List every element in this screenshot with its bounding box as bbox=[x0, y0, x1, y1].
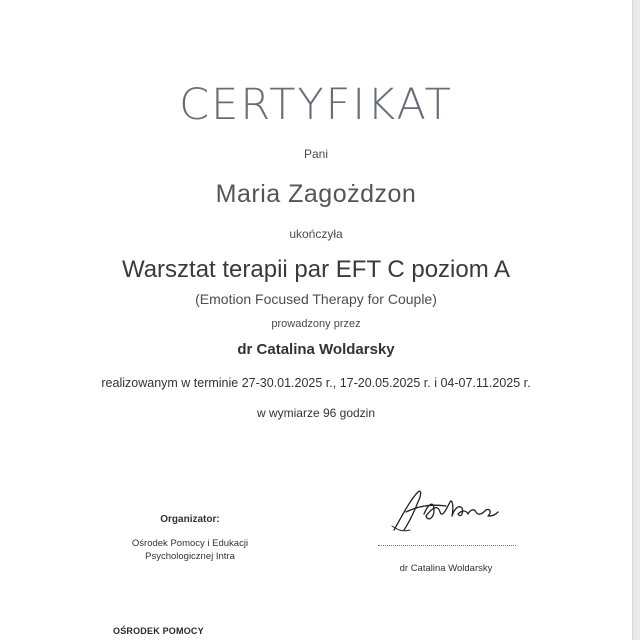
course-dates: realizowanym w terminie 27-30.01.2025 r., 17-20.05.2025 r. i 04-07.11.2025 r. bbox=[101, 376, 531, 390]
recipient-name: Maria Zagożdzon bbox=[215, 180, 417, 208]
footer-logo-text: OŚRODEK POMOCY bbox=[113, 626, 204, 636]
signature-name: dr Catalina Woldarsky bbox=[399, 563, 493, 574]
certificate-title: CERTYFIKAT bbox=[179, 80, 453, 130]
organizer-name bbox=[100, 537, 280, 563]
organizer-label: Organizator: bbox=[160, 514, 220, 525]
course-title: Warsztat terapii par EFT C poziom A bbox=[121, 256, 511, 283]
course-hours: w wymiarze 96 godzin bbox=[256, 406, 376, 420]
handwritten-signature bbox=[388, 486, 500, 536]
course-subtitle: (Emotion Focused Therapy for Couple) bbox=[195, 291, 437, 307]
completed-label: ukończyła bbox=[289, 227, 343, 241]
organizer-name-line1: Ośrodek Pomocy i Edukacji bbox=[131, 538, 249, 549]
conducted-by-label: prowadzony przez bbox=[271, 318, 361, 330]
signature-line bbox=[378, 545, 516, 546]
organizer-name-line2: Psychologicznej Intra bbox=[145, 551, 235, 562]
trainer-name: dr Catalina Woldarsky bbox=[237, 341, 395, 358]
salutation: Pani bbox=[303, 147, 329, 161]
